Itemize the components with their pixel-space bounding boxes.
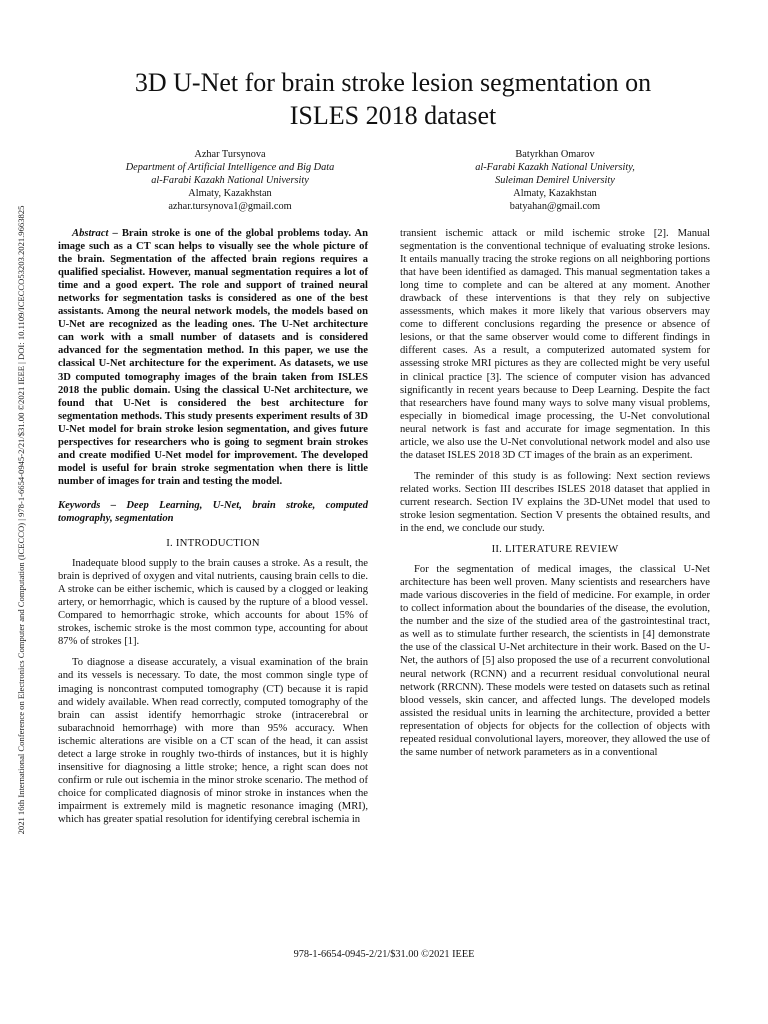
author-block-2 bbox=[400, 148, 710, 213]
author-block-1 bbox=[75, 148, 385, 213]
author-affiliation: Suleiman Demirel University bbox=[495, 175, 615, 186]
keywords: Keywords – Deep Learning, U-Net, brain stroke, computed tomography, segmentation bbox=[58, 499, 368, 524]
title-line-2: ISLES 2018 dataset bbox=[289, 101, 497, 130]
paper-title bbox=[40, 66, 746, 132]
intro-paragraph-2: To diagnose a disease accurately, a visual examination of the brain and its vessels is necessary. To date, the most common single type of imaging is noncontrast computed tomography (CT) because it is rapid and widely available. When read correctly, computed tomography of the brain can assist identify hemorrhagic stroke (intracerebral or subarachnoid hemorrhage) with more than 95% accuracy. When ischemic alterations are visible on a CT scan of the head, it can assist detect a large stroke in roughly two-thirds of instances, but it is highly insensitive for diagnosing a little stroke; hence, a right scan does not confirm or rule out ischemia in the minor stroke scenario. The method of choice for complicated diagnosis of minor stroke in instances when the impairment is extremely mild is magnetic resonance imaging (MRI), which has greater spatial resolution for identifying cerebral ischemia in bbox=[58, 657, 368, 825]
author-email: azhar.tursynova1@gmail.com bbox=[168, 201, 292, 212]
right-column bbox=[400, 227, 710, 767]
abstract-label: Abstract bbox=[72, 228, 109, 239]
conference-sidebar bbox=[2, 155, 40, 885]
abstract bbox=[58, 227, 368, 488]
page-footer: 978-1-6654-0945-2/21/$31.00 ©2021 IEEE bbox=[293, 949, 475, 960]
author-email: batyahan@gmail.com bbox=[509, 201, 601, 212]
literature-paragraph: For the segmentation of medical images, the classical U-Net architecture has been well proven. Many scientists and researchers have made various discoveries in the field of medicine. For example, in order to collect information about the boundaries of the disease, the evolution, the number and the size of the studied area of the gastrointestinal tract, as well as to stimulate further research, the scientists in [4] demonstrate the use of the classical U-Net architecture in their work. Based on the U-Net, the authors of [5] also proposed the use of a recurrent convolutional neural network (RCNN) and a recurrent residual convolutional neural network (RRCNN). These models were tested on datasets such as retinal blood vessels, skin cancer, and affected lungs. The developed models assisted the residual units in learning the architecture, provided a better representation of objects for objects for the collection of objects with repeated residual convolutional layers, moreover, they allowed the use of the same number of network parameters as in a conventional bbox=[400, 564, 710, 758]
left-column bbox=[58, 227, 368, 834]
author-affiliation: Department of Artificial Intelligence and Big Data bbox=[125, 162, 335, 173]
paper-outline-paragraph: The reminder of this study is as following: Next section reviews related works. Section III describes ISLES 2018 dataset that applied in current research. Section IV explains the 3D-UNet model that used to stroke lesion segmentation. Section V presents the obtained results, and in the end, we conclude our study. bbox=[400, 470, 710, 535]
author-name: Batyrkhan Omarov bbox=[515, 149, 595, 160]
author-affiliation: al-Farabi Kazakh National University, bbox=[475, 162, 635, 173]
section-heading-introduction: I. INTRODUCTION bbox=[166, 537, 260, 550]
author-affiliation: al-Farabi Kazakh National University bbox=[151, 175, 309, 186]
intro-continuation-paragraph: transient ischemic attack or mild ischemic stroke [2]. Manual segmentation is the conventional technique of evaluating stroke lesions. It entails manually tracing the stroke regions on all neighboring portions that have been identified as damaged. This manual segmentation takes a long time to complete and can be altered at any moment. Another drawback of these interventions is that they rely on subjective assessments, which makes it more likely that various observers may come to different conclusions regarding the presence or absence of lesions, or that the same observer would come to different findings in different cases. As a result, a computerized automated system for assessing stroke MRI pictures as they are collected might be very useful in clinical practice [3]. The science of computer vision has advanced significantly in recent years because to Deep Learning. Despite the fact that researchers have found many ways to solve many visual problems, especially in biomedical image processing, the U-Net convolutional neural network is fast and accurate for image segmentation. In this article, we also use the U-Net convolutional network model and also use the dataset ISLES 2018 3D CT images of the brain as an experiment. bbox=[400, 228, 710, 461]
abstract-text: – Brain stroke is one of the global problems today. An image such as a CT scan helps to visually see the whole picture of the brain. Segmentation of the affected brain regions requires a qualified specialist. However, manual segmentation requires a lot of time and a good expert. The role and support of trained neural networks for segmentation tasks is considered as one of the best assistants. Among the neural network models, the models based on U-Net are recognized as the leading ones. The U-Net architecture can work with a small number of datasets and is considered advanced for the segmentation method. In this paper, we use the classical U-Net architecture for the experiment. As datasets, we use 3D computed tomography images of the brain taken from ISLES 2018 the public domain. Using the classical U-Net architecture, we found that U-Net is considered the best architecture for segmentation methods. This study presents experiment results of 3D U-Net model for brain stroke lesion segmentation, and gives future perspectives for researchers who is going to segment brain strokes and create modified U-Net model for improvement. The developed model is useful for brain stroke segmentation when there is little number of images for train and testing the model. bbox=[58, 228, 368, 487]
intro-paragraph-1: Inadequate blood supply to the brain causes a stroke. As a result, the brain is deprived of oxygen and vital nutrients, causing brain cells to die. A stroke can be either ischemic, which is caused by a clogged or leaking artery, or hemorrhagic, which is caused by the rupture of a blood vessel. Compared to hemorrhagic stroke, which accounts for about 15% of strokes, ischemic stroke is the most common type, accounting for about 87% of strokes [1]. bbox=[58, 558, 368, 648]
sidebar-citation-text: 2021 16th International Conference on Electronics Computer and Computation (ICECCO) | 978-1-6654-0945-2/21/$31.00 ©2021 IEEE | DOI: 10.1109/ICECCO53203.2021.9663825 bbox=[16, 205, 26, 835]
author-location: Almaty, Kazakhstan bbox=[513, 188, 597, 199]
author-name: Azhar Tursynova bbox=[194, 149, 266, 160]
title-line-1: 3D U-Net for brain stroke lesion segmentation on bbox=[134, 68, 652, 97]
author-location: Almaty, Kazakhstan bbox=[188, 188, 272, 199]
section-heading-literature-review: II. LITERATURE REVIEW bbox=[491, 543, 619, 556]
